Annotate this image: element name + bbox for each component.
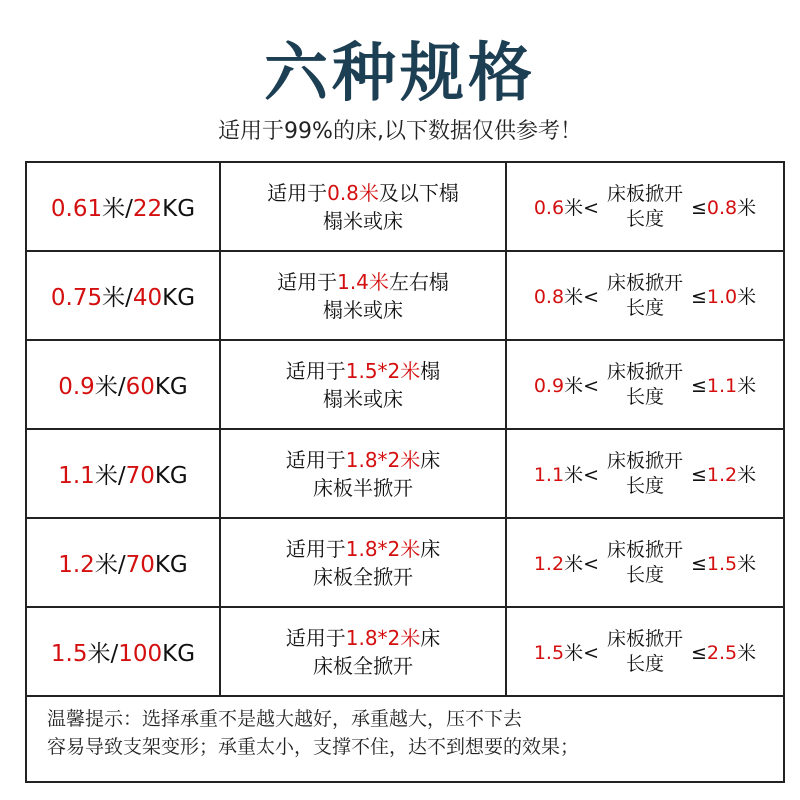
gap-min-unit: 米< [564, 464, 599, 486]
gap-min [534, 371, 599, 398]
opening-length-cell [506, 518, 784, 607]
opening-wrap [507, 627, 783, 677]
size-value: 0.61 [50, 196, 103, 222]
usage-line-1 [221, 624, 505, 652]
spec-row [26, 162, 784, 251]
opening-label [607, 271, 683, 321]
weight-value: 100 [118, 641, 163, 667]
gap-max [691, 282, 756, 309]
size-unit: 米/ [94, 552, 126, 578]
opening-label-1: 床板掀开 [606, 182, 683, 205]
tip-line-1: 温馨提示：选择承重不是越大越好，承重越大，压不下去 [47, 708, 523, 730]
usage-highlight: 0.8米 [327, 180, 379, 205]
opening-label-1: 床板掀开 [606, 271, 683, 294]
usage-line-1 [221, 179, 505, 207]
size-unit: 米/ [87, 641, 119, 667]
gap-max-value: 1.1 [706, 375, 738, 397]
opening-wrap [507, 271, 783, 321]
spec-size-cell [26, 518, 220, 607]
spec-row [26, 340, 784, 429]
opening-label-2: 长度 [625, 207, 664, 230]
weight-unit: KG [154, 374, 188, 400]
spec-row [26, 429, 784, 518]
gap-min [534, 638, 599, 665]
usage-line-1 [221, 357, 505, 385]
usage-prefix: 适用于 [285, 358, 346, 383]
spec-size-cell [26, 340, 220, 429]
size-unit: 米/ [102, 196, 133, 222]
opening-length-cell [506, 607, 784, 696]
weight-value: 70 [125, 463, 155, 489]
gap-min [534, 193, 599, 220]
size-unit: 米/ [102, 285, 133, 311]
gap-max-value: 2.5 [706, 642, 738, 664]
size-value: 1.1 [58, 463, 95, 489]
usage-line-1 [221, 268, 505, 296]
gap-min-unit: 米< [564, 286, 599, 308]
usage-cell [220, 518, 506, 607]
gap-min-value: 0.9 [533, 375, 565, 397]
spec-table-body [26, 162, 784, 782]
weight-unit: KG [162, 641, 196, 667]
gap-sign: ≤ [691, 553, 707, 575]
opening-label-2: 长度 [625, 563, 664, 586]
gap-max-unit: 米 [737, 197, 757, 219]
usage-line-2: 床板全掀开 [313, 564, 413, 589]
gap-max [691, 460, 756, 487]
gap-min [534, 282, 599, 309]
gap-max [691, 193, 756, 220]
weight-unit: KG [162, 196, 196, 222]
usage-prefix: 适用于 [285, 447, 346, 472]
tip-cell [26, 696, 784, 782]
usage-highlight: 1.8*2米 [345, 536, 421, 561]
opening-label-2: 长度 [625, 385, 664, 408]
gap-max [691, 371, 756, 398]
usage-cell [220, 162, 506, 251]
opening-label-2: 长度 [625, 474, 664, 497]
usage-suffix: 床 [420, 536, 441, 561]
page-subtitle: 适用于99%的床,以下数据仅供参考！ [218, 119, 582, 144]
tip-row [26, 696, 784, 782]
gap-max-value: 1.2 [706, 464, 738, 486]
weight-unit: KG [162, 285, 196, 311]
opening-wrap [507, 449, 783, 499]
gap-min [534, 460, 599, 487]
opening-label [607, 182, 683, 232]
gap-min-value: 0.6 [533, 197, 565, 219]
usage-prefix: 适用于 [285, 536, 346, 561]
opening-length-cell [506, 340, 784, 429]
usage-line-1 [221, 535, 505, 563]
usage-suffix: 榻 [420, 358, 441, 383]
gap-max [691, 638, 756, 665]
gap-min-value: 1.2 [533, 553, 565, 575]
spec-size-cell [26, 429, 220, 518]
opening-length-cell [506, 162, 784, 251]
opening-wrap [507, 182, 783, 232]
opening-label [607, 360, 683, 410]
size-unit: 米/ [94, 374, 126, 400]
gap-sign: ≤ [691, 197, 707, 219]
opening-label [607, 449, 683, 499]
opening-label-1: 床板掀开 [606, 360, 683, 383]
gap-min-unit: 米< [564, 642, 599, 664]
gap-sign: ≤ [691, 375, 707, 397]
usage-prefix: 适用于 [277, 269, 338, 294]
opening-label-2: 长度 [625, 652, 664, 675]
gap-max-unit: 米 [737, 286, 757, 308]
weight-value: 40 [132, 285, 163, 311]
spec-row [26, 518, 784, 607]
weight-unit: KG [154, 463, 188, 489]
gap-min-unit: 米< [564, 553, 599, 575]
gap-max-value: 1.5 [706, 553, 738, 575]
usage-highlight: 1.8*2米 [345, 447, 421, 472]
gap-max-unit: 米 [737, 464, 757, 486]
usage-line-2: 床板半掀开 [313, 475, 413, 500]
opening-label-1: 床板掀开 [606, 627, 683, 650]
weight-unit: KG [154, 552, 188, 578]
usage-suffix: 及以下榻 [378, 180, 459, 205]
usage-cell [220, 429, 506, 518]
usage-suffix: 床 [420, 447, 441, 472]
gap-sign: ≤ [691, 642, 707, 664]
size-unit: 米/ [94, 463, 126, 489]
usage-cell [220, 251, 506, 340]
gap-max-value: 0.8 [706, 197, 738, 219]
usage-suffix: 床 [420, 625, 441, 650]
usage-cell [220, 607, 506, 696]
weight-value: 60 [125, 374, 155, 400]
opening-length-cell [506, 429, 784, 518]
opening-wrap [507, 360, 783, 410]
gap-max [691, 549, 756, 576]
gap-min-unit: 米< [564, 197, 599, 219]
spec-row [26, 251, 784, 340]
weight-value: 70 [125, 552, 155, 578]
gap-min [534, 549, 599, 576]
gap-min-value: 1.1 [533, 464, 565, 486]
opening-label-2: 长度 [625, 296, 664, 319]
usage-cell [220, 340, 506, 429]
spec-table [25, 161, 785, 783]
opening-label [607, 627, 683, 677]
gap-sign: ≤ [691, 464, 707, 486]
usage-highlight: 1.5*2米 [345, 358, 421, 383]
usage-line-2: 榻米或床 [323, 208, 403, 233]
spec-size-cell [26, 251, 220, 340]
size-value: 0.9 [58, 374, 95, 400]
tip-line-2: 容易导致支架变形；承重太小，支撑不住，达不到想要的效果； [47, 736, 580, 758]
usage-line-2: 床板全掀开 [313, 653, 413, 678]
weight-value: 22 [132, 196, 163, 222]
usage-line-1 [221, 446, 505, 474]
spec-size-cell [26, 162, 220, 251]
opening-label [607, 538, 683, 588]
opening-label-1: 床板掀开 [606, 538, 683, 561]
spec-size-cell [26, 607, 220, 696]
usage-suffix: 左右榻 [388, 269, 449, 294]
opening-length-cell [506, 251, 784, 340]
usage-prefix: 适用于 [285, 625, 346, 650]
gap-sign: ≤ [691, 286, 707, 308]
opening-label-1: 床板掀开 [606, 449, 683, 472]
gap-min-unit: 米< [564, 375, 599, 397]
page-title: 六种规格 [264, 37, 536, 111]
spec-row [26, 607, 784, 696]
gap-min-value: 1.5 [533, 642, 565, 664]
size-value: 0.75 [50, 285, 103, 311]
gap-max-value: 1.0 [706, 286, 738, 308]
gap-max-unit: 米 [737, 553, 757, 575]
opening-wrap [507, 538, 783, 588]
gap-max-unit: 米 [737, 642, 757, 664]
usage-highlight: 1.4米 [337, 269, 389, 294]
usage-line-2: 榻米或床 [323, 386, 403, 411]
gap-min-value: 0.8 [533, 286, 565, 308]
usage-highlight: 1.8*2米 [345, 625, 421, 650]
usage-line-2: 榻米或床 [323, 297, 403, 322]
gap-max-unit: 米 [737, 375, 757, 397]
usage-prefix: 适用于 [267, 180, 328, 205]
size-value: 1.2 [58, 552, 95, 578]
size-value: 1.5 [50, 641, 88, 667]
